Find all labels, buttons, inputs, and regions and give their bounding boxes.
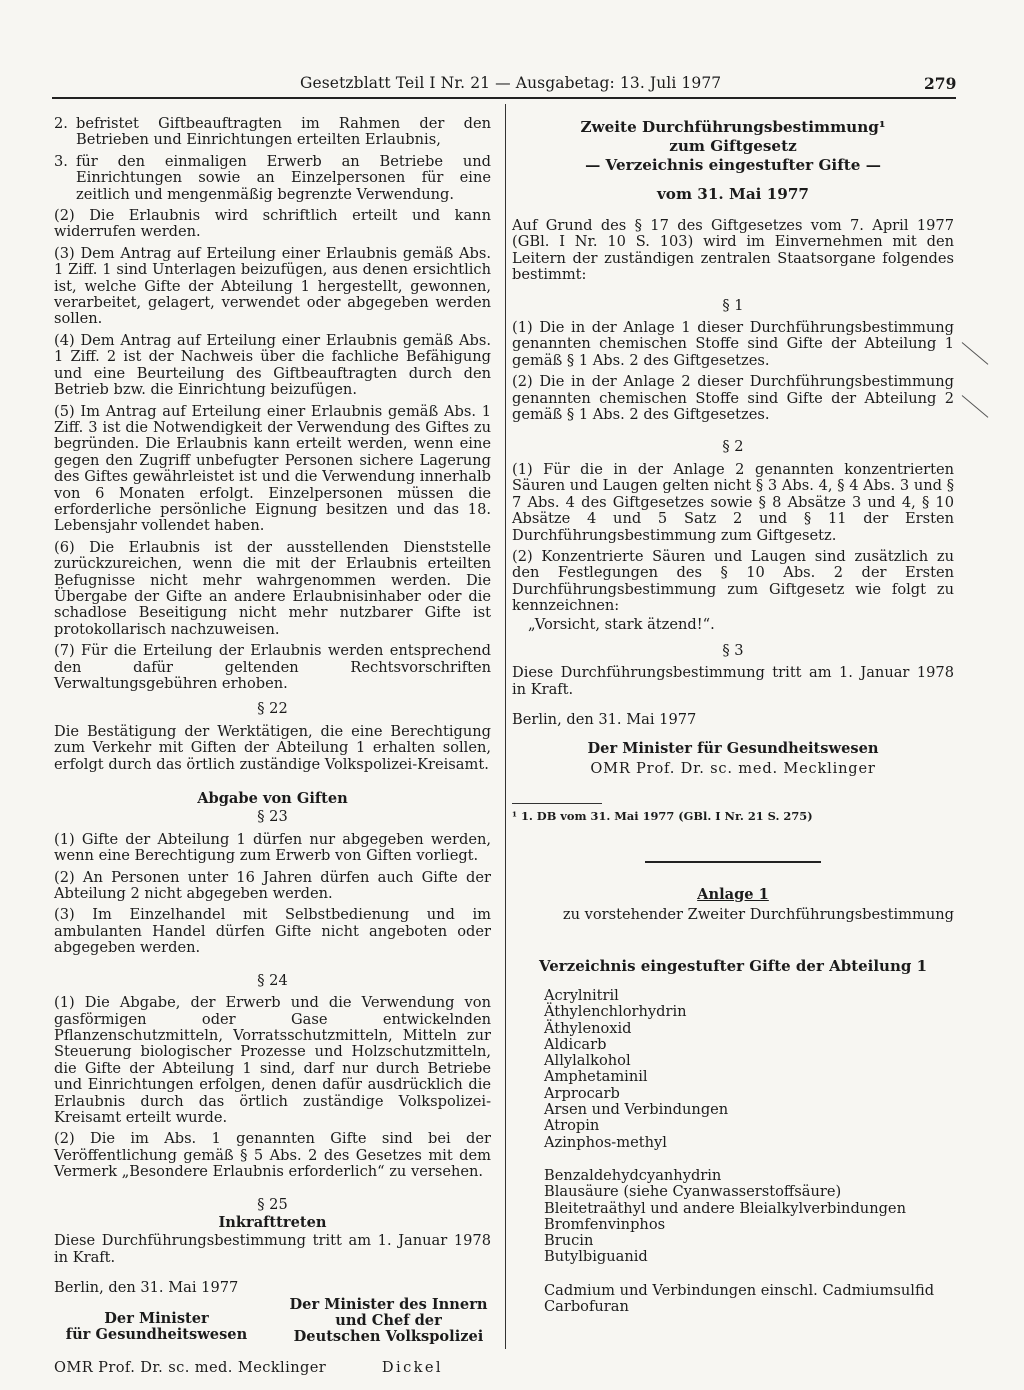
- decree-title: Zweite Durchführungsbestimmung¹: [580, 118, 886, 136]
- list-item: Äthylenchlorhydrin: [544, 1003, 687, 1021]
- paragraph: (5) Im Antrag auf Erteilung einer Erlaubnis gemäß Abs. 1 Ziff. 3 ist die Notwendigkeit der Verwendung des Giftes zu begründen. Die Erlaubnis kann erteilt werden, wenn eine gegen den Zugriff unbefugter Personen sichere Lagerung des Giftes gewährleistet ist und die Verwendung innerhalb von 6 Monaten erfolgt. Einzelpersonen müssen die erforderliche persönliche Eignung besitzen und das 18. Lebensjahr vollendet haben.: [54, 402, 491, 535]
- list-gap: [512, 1151, 954, 1168]
- list-item: Äthylenoxid: [544, 1019, 632, 1037]
- paragraph: Auf Grund des § 17 des Giftgesetzes vom 7. April 1977 (GBl. I Nr. 10 S. 103) wird im Einvernehmen mit den Leitern der zuständigen zentralen Staatsorgane folgendes bestimmt:: [512, 217, 954, 284]
- paragraph: (3) Im Einzelhandel mit Selbstbedienung und im ambulanten Handel dürfen Gifte nicht angeboten oder abgegeben werden.: [54, 906, 491, 957]
- signature-title-line: Der Minister: [104, 1309, 209, 1327]
- list-gap: [512, 1266, 954, 1283]
- warning-quote: „Vorsicht, stark ätzend!“.: [528, 615, 715, 633]
- list-item: Bleitetraäthyl und andere Bleialkylverbindungen: [544, 1199, 906, 1217]
- decree-subtitle: zum Giftgesetz: [669, 137, 797, 155]
- section-heading-24: § 24: [257, 971, 288, 989]
- column-divider: [505, 104, 506, 1349]
- signature-title-line: Der Minister des Innern: [289, 1295, 488, 1313]
- list-item: Carbofuran: [544, 1298, 629, 1316]
- item-number: 3.: [54, 152, 68, 170]
- paragraph: (4) Dem Antrag auf Erteilung einer Erlaubnis gemäß Abs. 1 Ziff. 2 ist der Nachweis über die fachliche Befähigung und eine Beurteilung des Giftbeauftragten durch den Betrieb bzw. die Einrichtung beizufügen.: [54, 331, 491, 399]
- section-heading-2: § 2: [722, 438, 744, 456]
- list-item: Arsen und Verbindungen: [544, 1101, 729, 1119]
- paragraph: (2) Konzentrierte Säuren und Laugen sind zusätzlich zu den Festlegungen des § 10 Abs. 2 der Ersten Durchführungsbestimmung zum Giftgesetz wie folgt zu kennzeichnen:: [512, 547, 954, 615]
- section-heading-25: § 25: [257, 1195, 288, 1213]
- paragraph: (1) Gifte der Abteilung 1 dürfen nur abgegeben werden, wenn eine Berechtigung zum Erwerb von Giften vorliegt.: [54, 830, 491, 865]
- anlage-heading: Anlage 1: [697, 885, 769, 903]
- left-column: [54, 116, 491, 1376]
- signature-title-line: für Gesundheitswesen: [65, 1326, 248, 1343]
- header-rule: [52, 97, 956, 99]
- decree-subject: — Verzeichnis eingestufter Gifte —: [585, 156, 881, 174]
- signature-title-line: Deutschen Volkspolizei: [293, 1328, 484, 1346]
- paragraph: Diese Durchführungsbestimmung tritt am 1. Januar 1978 in Kraft.: [54, 1232, 491, 1266]
- poison-list-group-b: [544, 1168, 954, 1266]
- signature-title-line: und Chef der: [335, 1312, 442, 1329]
- list-item: Cadmium und Verbindungen einschl. Cadmiumsulfid: [544, 1281, 935, 1299]
- poison-list-group-a: [544, 988, 954, 1151]
- paragraph: (1) Für die in der Anlage 2 genannten konzentrierten Säuren und Laugen gelten nicht § 3 Abs. 4, § 4 Abs. 3 und § 7 Abs. 4 des Giftgesetzes sowie § 8 Absätze 3 und 4, § 10 Absätze 4 und 5 Satz 2 und § 11 der Ersten Durchführungsbestimmung zum Giftgesetz.: [512, 460, 954, 544]
- right-column: [512, 118, 954, 1315]
- section-heading-22: § 22: [257, 700, 288, 718]
- list-item: Benzaldehydcyanhydrin: [544, 1166, 722, 1184]
- footnote-rule: [512, 803, 602, 804]
- place-date: Berlin, den 31. Mai 1977: [512, 711, 697, 729]
- list-heading: Verzeichnis eingestufter Gifte der Abteilung 1: [538, 956, 928, 975]
- place-date: Berlin, den 31. Mai 1977: [54, 1279, 239, 1297]
- section-separator: [645, 861, 821, 863]
- paragraph: (1) Die in der Anlage 1 dieser Durchführungsbestimmung genannten chemischen Stoffe sind Gifte der Abteilung 1 gemäß § 1 Abs. 2 des Giftgesetzes.: [512, 319, 954, 369]
- section-title-inkrafttreten: Inkrafttreten: [218, 1213, 327, 1231]
- list-item: Acrylnitril: [544, 987, 619, 1004]
- running-title: Gesetzblatt Teil I Nr. 21 — Ausgabetag: 13. Juli 1977: [300, 74, 722, 92]
- item-text: befristet Giftbeauftragten im Rahmen der den Betrieben und Einrichtungen erteilten Erlaubnis,: [76, 115, 491, 149]
- list-item: Amphetaminil: [544, 1068, 648, 1086]
- paragraph: Diese Durchführungsbestimmung tritt am 1. Januar 1978 in Kraft.: [512, 664, 954, 698]
- list-item: Allylalkohol: [544, 1052, 631, 1070]
- paragraph: Die Bestätigung der Werktätigen, die eine Berechtigung zum Verkehr mit Giften der Abteilung 1 erhalten sollen, erfolgt durch das örtlich zuständige Volkspolizei-Kreisamt.: [54, 722, 491, 773]
- signature-block: [54, 1295, 491, 1346]
- list-item: Azinphos-methyl: [544, 1133, 667, 1151]
- page-header: [0, 74, 1024, 98]
- paragraph: (1) Die Abgabe, der Erwerb und die Verwendung von gasförmigen oder Gase entwickelnden Pflanzenschutzmitteln, Vorratsschutzmitteln, Mitteln zur Steuerung biologischer Prozesse und Holzschutzmitteln, die Gifte der Abteilung 1 sind, darf nur durch Betriebe und Einrichtungen erfolgen, denen dafür ausdrücklich die Erlaubnis durch das örtlich zuständige Volkspolizei-Kreisamt erteilt wurde.: [54, 994, 491, 1126]
- paragraph: (3) Dem Antrag auf Erteilung einer Erlaubnis gemäß Abs. 1 Ziff. 1 sind Unterlagen beizufügen, aus denen ersichtlich ist, welche Gifte der Abteilung 1 hergestellt, gewonnen, verarbeitet, gelagert, verwendet oder abgegeben werden sollen.: [54, 244, 491, 328]
- paragraph: (6) Die Erlaubnis ist der ausstellenden Dienststelle zurückzureichen, wenn die mit der Erlaubnis erteilten Befugnisse nicht mehr wahrgenommen werden. Die Übergabe der Gifte an andere Erlaubnisinhaber oder die schadlose Beseitigung nicht mehr nutzbarer Gifte ist protokollarisch nachzuweisen.: [54, 538, 491, 638]
- margin-mark: [962, 342, 989, 365]
- signature-name-1: OMR Prof. Dr. sc. med. Mecklinger: [54, 1358, 327, 1376]
- list-item: Aldicarb: [544, 1035, 607, 1053]
- margin-mark: [962, 395, 989, 418]
- paragraph: (2) Die im Abs. 1 genannten Gifte sind bei der Veröffentlichung gemäß § 5 Abs. 2 des Gesetzes mit dem Vermerk „Besondere Erlaubnis erforderlich“ zu versehen.: [54, 1130, 491, 1181]
- item-text: für den einmaligen Erwerb an Betriebe und Einrichtungen sowie an Einzelpersonen für eine zeitlich und mengenmäßig begrenzte Verwendung.: [76, 152, 491, 203]
- section-heading-1: § 1: [722, 296, 744, 314]
- poison-list-group-c: [544, 1283, 954, 1316]
- signature-names: [54, 1360, 491, 1376]
- anlage-subheading: zu vorstehender Zweiter Durchführungsbestimmung: [562, 906, 954, 924]
- section-title-abgabe: Abgabe von Giften: [197, 790, 348, 808]
- paragraph: (2) An Personen unter 16 Jahren dürfen auch Gifte der Abteilung 2 nicht abgegeben werden.: [54, 868, 491, 903]
- paragraph: (2) Die Erlaubnis wird schriftlich erteilt und kann widerrufen werden.: [54, 207, 491, 241]
- signature-name-2: Dickel: [381, 1358, 443, 1376]
- signature-title-1: [54, 1311, 259, 1346]
- decree-date: vom 31. Mai 1977: [656, 185, 809, 203]
- paragraph: (7) Für die Erteilung der Erlaubnis werden entsprechend den dafür geltenden Rechtsvorschriften Verwaltungsgebühren erhoben.: [54, 642, 491, 692]
- signature-title-2: [286, 1297, 491, 1346]
- section-heading-3: § 3: [722, 641, 744, 659]
- signature-name: OMR Prof. Dr. sc. med. Mecklinger: [590, 759, 876, 777]
- item-number: 2.: [54, 115, 68, 132]
- list-item: [54, 116, 491, 149]
- list-item: Atropin: [544, 1117, 600, 1135]
- list-item: Blausäure (siehe Cyanwasserstoffsäure): [544, 1183, 842, 1201]
- paragraph: (2) Die in der Anlage 2 dieser Durchführungsbestimmung genannten chemischen Stoffe sind Gifte der Abteilung 2 gemäß § 1 Abs. 2 des Giftgesetzes.: [512, 373, 954, 424]
- page-number: 279: [924, 74, 957, 93]
- list-item: Arprocarb: [544, 1084, 620, 1102]
- signature-title: Der Minister für Gesundheitswesen: [587, 739, 879, 757]
- list-item: Butylbiguanid: [544, 1248, 648, 1266]
- section-heading-23: § 23: [257, 808, 288, 826]
- footnote: ¹ 1. DB vom 31. Mai 1977 (GBl. I Nr. 21 S. 275): [512, 809, 813, 824]
- list-item: [54, 154, 491, 203]
- list-item: Bromfenvinphos: [544, 1215, 666, 1233]
- list-item: Brucin: [544, 1232, 594, 1250]
